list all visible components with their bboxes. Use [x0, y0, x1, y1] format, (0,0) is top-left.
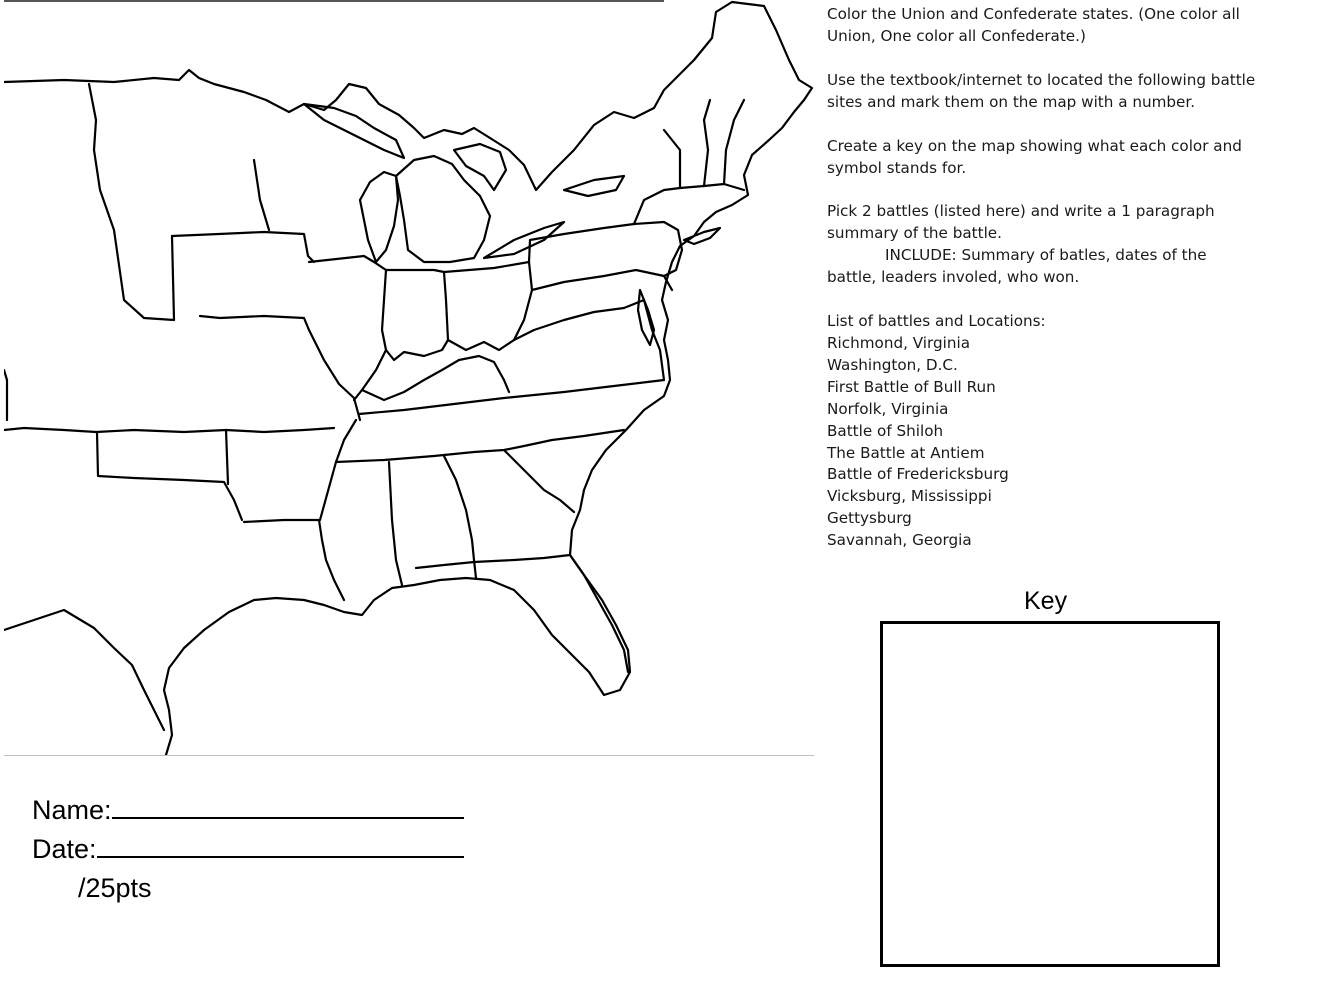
lake-michigan [360, 172, 398, 262]
battle-list-item: Richmond, Virginia [827, 333, 971, 352]
battle-list [827, 333, 1257, 552]
points-label: /25pts [78, 873, 152, 903]
instruction-color-states: Color the Union and Confederate states. (One color all Union, One color all Confederate.) [827, 5, 1240, 45]
instruction-summary [827, 201, 1257, 245]
eastern-us-outline-map [4, 0, 814, 756]
instruction-include-text: INCLUDE: Summary of batles, dates of the battle, leaders involed, who won. [827, 246, 1207, 287]
instruction-locate-battles: Use the textbook/internet to located the following battle sites and mark them on the map with a number. [827, 70, 1256, 111]
map-outline [4, 2, 812, 755]
date-field[interactable] [32, 834, 464, 865]
battle-list-item: Battle of Fredericksburg [827, 465, 1009, 484]
battle-list-item: Washington, D.C. [827, 355, 958, 374]
battle-list-item: Norfolk, Virginia [827, 399, 949, 418]
date-blank-line[interactable] [97, 834, 464, 858]
lake-huron [454, 144, 506, 190]
key-title: Key [1024, 587, 1068, 615]
name-label: Name: [32, 795, 112, 825]
instructions-panel [827, 4, 1257, 552]
date-label: Date: [32, 834, 97, 864]
battle-list-item: First Battle of Bull Run [827, 377, 996, 396]
battle-list-item: Battle of Shiloh [827, 421, 944, 440]
name-blank-line[interactable] [112, 795, 464, 819]
lake-ontario [564, 176, 624, 196]
lake-superior [304, 104, 404, 158]
battle-list-heading: List of battles and Locations: [827, 312, 1046, 331]
instruction-create-key: Create a key on the map showing what each color and symbol stands for. [827, 136, 1242, 177]
instruction-summary-text: Pick 2 battles (listed here) and write a 1 paragraph summary of the battle. [827, 202, 1215, 243]
battle-list-item: Savannah, Georgia [827, 531, 972, 550]
battle-list-item: Vicksburg, Mississippi [827, 487, 992, 506]
name-field[interactable] [32, 795, 464, 826]
battle-list-item: The Battle at Antiem [827, 443, 985, 462]
lake-erie [484, 222, 564, 258]
battle-list-item: Gettysburg [827, 509, 912, 528]
instruction-include [827, 245, 1257, 289]
key-box[interactable] [880, 621, 1220, 967]
